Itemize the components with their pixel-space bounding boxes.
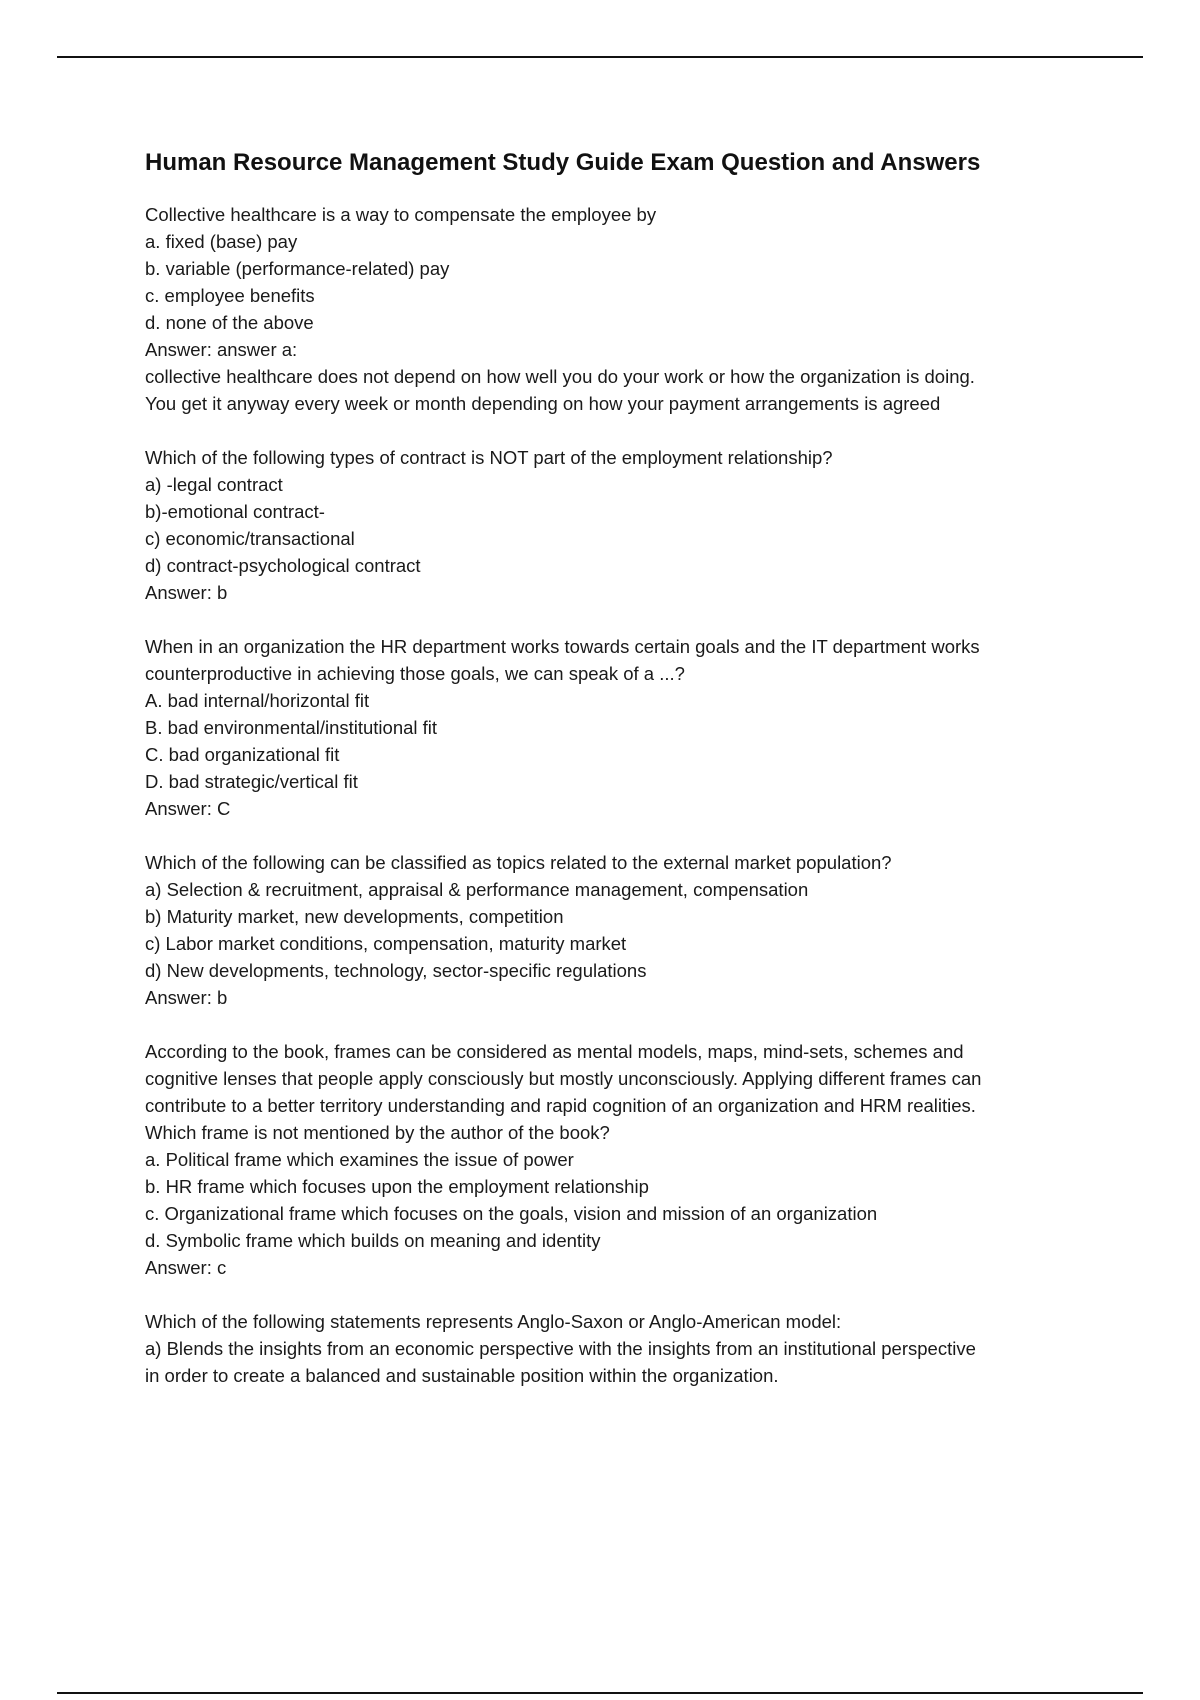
question-text: Which of the following statements represents Anglo-Saxon or Anglo-American model: [145,1311,842,1332]
question-text: Which of the following can be classified as topics related to the external market population? [145,852,892,873]
question-line: b)-emotional contract- [145,501,325,522]
question-block [145,444,1105,606]
question-block [145,633,1105,822]
question-line: A. bad internal/horizontal fit [145,690,370,711]
question-line: b) Maturity market, new developments, competition [145,906,564,927]
question-line: c. Organizational frame which focuses on the goals, vision and mission of an organization [145,1203,878,1224]
question-text: Collective healthcare is a way to compensate the employee by [145,204,657,225]
question-line: a) Blends the insights from an economic perspective with the insights from an institutional perspective [145,1338,976,1359]
question-line: Which frame is not mentioned by the author of the book? [145,1122,610,1143]
question-line: a) Selection & recruitment, appraisal & performance management, compensation [145,879,809,900]
question-line: d. Symbolic frame which builds on meaning and identity [145,1230,601,1251]
question-line: Answer: c [145,1257,227,1278]
question-block [145,1308,1105,1389]
question-line: a) -legal contract [145,474,283,495]
question-line: d. none of the above [145,312,314,333]
question-text: According to the book, frames can be considered as mental models, maps, mind-sets, schemes and [145,1041,964,1062]
question-block [145,1038,1105,1281]
question-line: d) contract-psychological contract [145,555,421,576]
question-line: collective healthcare does not depend on how well you do your work or how the organization is doing. [145,366,975,387]
question-line: D. bad strategic/vertical fit [145,771,358,792]
question-line: c) economic/transactional [145,528,355,549]
question-block [145,849,1105,1011]
question-line: You get it anyway every week or month depending on how your payment arrangements is agreed [145,393,941,414]
top-rule [57,56,1143,58]
question-text: Which of the following types of contract is NOT part of the employment relationship? [145,447,833,468]
question-line: in order to create a balanced and sustainable position within the organization. [145,1365,779,1386]
document-title: Human Resource Management Study Guide Exam Question and Answers [145,149,981,176]
question-line: b. variable (performance-related) pay [145,258,450,279]
question-line: c. employee benefits [145,285,315,306]
question-text: When in an organization the HR department works towards certain goals and the IT department works [145,636,980,657]
question-line: c) Labor market conditions, compensation, maturity market [145,933,627,954]
document-body [145,145,1105,1416]
question-line: C. bad organizational fit [145,744,340,765]
question-line: contribute to a better territory understanding and rapid cognition of an organization and HRM realities. [145,1095,976,1116]
question-list [145,201,1105,1389]
question-line: a. Political frame which examines the issue of power [145,1149,574,1170]
question-line: Answer: b [145,987,228,1008]
question-line: d) New developments, technology, sector-specific regulations [145,960,647,981]
question-line: Answer: C [145,798,231,819]
bottom-rule [57,1692,1143,1694]
question-line: a. fixed (base) pay [145,231,298,252]
question-line: Answer: b [145,582,228,603]
question-line: Answer: answer a: [145,339,298,360]
question-line: counterproductive in achieving those goals, we can speak of a ...? [145,663,685,684]
question-line: cognitive lenses that people apply consciously but mostly unconsciously. Applying different frames can [145,1068,982,1089]
question-line: b. HR frame which focuses upon the employment relationship [145,1176,649,1197]
question-line: B. bad environmental/institutional fit [145,717,438,738]
question-block [145,201,1105,417]
